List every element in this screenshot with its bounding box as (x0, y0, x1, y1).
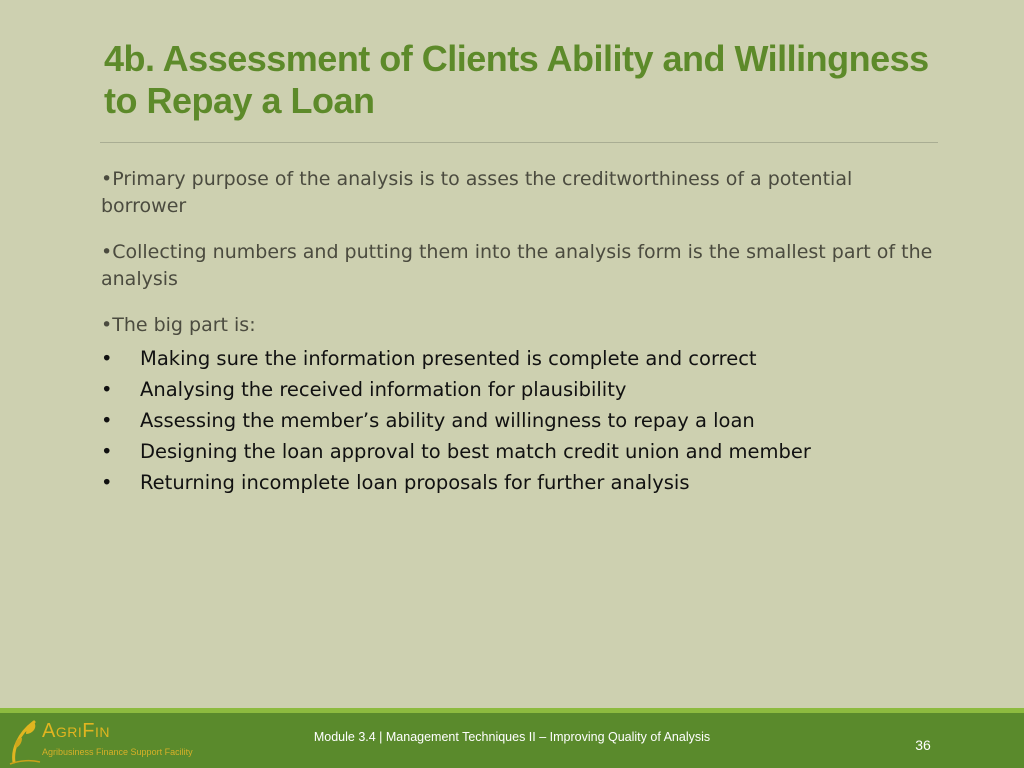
list-item-text: Returning incomplete loan proposals for further analysis (140, 471, 690, 494)
title-divider (100, 142, 938, 143)
bullet-icon: • (101, 347, 113, 370)
list-item-text: Designing the loan approval to best match credit union and member (140, 440, 811, 463)
sub-bullet-list (101, 343, 941, 498)
agrifin-logo (8, 716, 208, 766)
footer-module-text: Module 3.4 | Management Techniques II – Improving Quality of Analysis (313, 730, 711, 744)
bullet-icon: • (101, 409, 113, 432)
bullet-icon: • (101, 440, 113, 463)
paragraph-collecting-numbers: •Collecting numbers and putting them into the analysis form is the smallest part of the analysis (101, 241, 933, 290)
list-item-text: Making sure the information presented is complete and correct (140, 347, 757, 370)
footer-bar (0, 708, 1024, 768)
slide-body (101, 166, 941, 498)
logo-tagline: Agribusiness Finance Support Facility (42, 747, 193, 757)
footer-accent-stripe (0, 708, 1024, 713)
logo-name: AgriFin (42, 720, 110, 742)
wheat-icon (8, 716, 42, 766)
bullet-icon: • (101, 471, 113, 494)
list-item (101, 436, 941, 467)
list-item (101, 374, 941, 405)
bullet-icon: • (101, 378, 113, 401)
list-item-text: Assessing the member’s ability and willingness to repay a loan (140, 409, 755, 432)
list-item (101, 343, 941, 374)
list-item (101, 467, 941, 498)
list-item (101, 405, 941, 436)
list-item-text: Analysing the received information for plausibility (140, 378, 627, 401)
page-number: 36 (915, 737, 931, 753)
paragraph-purpose: •Primary purpose of the analysis is to asses the creditworthiness of a potential borrower (101, 168, 853, 217)
paragraph-big-part: •The big part is: (101, 314, 256, 336)
slide-title: 4b. Assessment of Clients Ability and Willingness to Repay a Loan (104, 38, 929, 121)
